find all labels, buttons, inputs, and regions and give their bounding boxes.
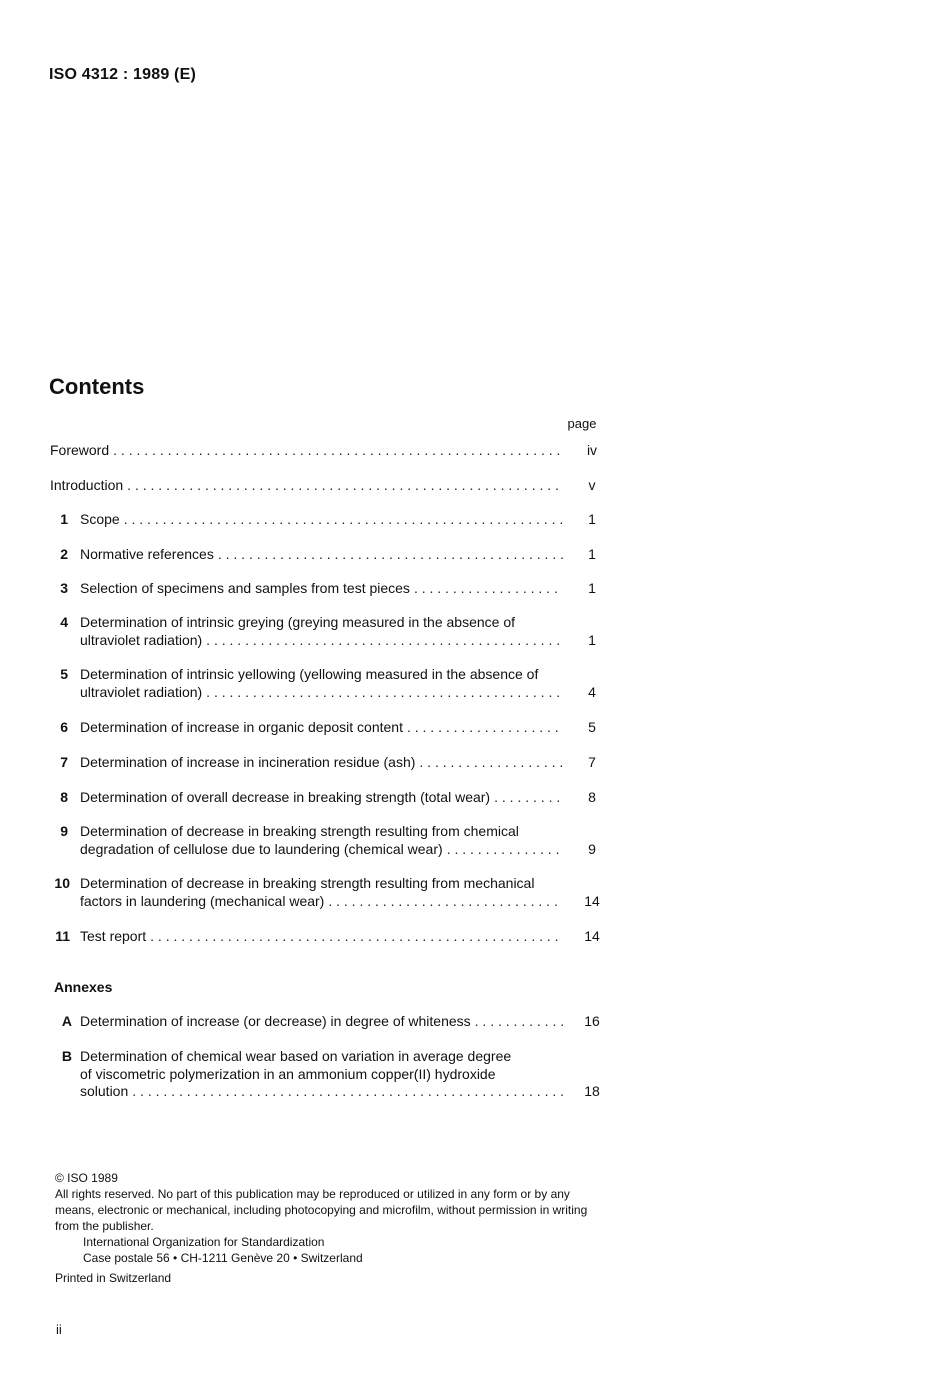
entry-title-line: Introduction	[50, 477, 124, 493]
page-reference: 1	[588, 631, 596, 648]
section-number: 1	[60, 511, 68, 527]
entry-title-line: degradation of cellulose due to laundering (chemical wear)	[80, 840, 443, 857]
contents-title: Contents	[49, 374, 145, 399]
organization-name: International Organization for Standardization	[83, 1235, 325, 1249]
dot-leader	[124, 511, 563, 529]
page-reference: 14	[584, 928, 600, 944]
section-number: 4	[60, 614, 68, 630]
entry-title-line: Determination of increase in organic deposit content	[80, 719, 403, 735]
page-number: ii	[56, 1322, 62, 1337]
page-reference: 1	[588, 511, 596, 527]
dot-leader	[414, 580, 563, 598]
page-reference: 4	[588, 683, 596, 700]
entry-title-line: ultraviolet radiation)	[80, 683, 203, 700]
entry-title-line: Foreword	[50, 442, 110, 458]
entry-title-line: factors in laundering (mechanical wear)	[80, 892, 325, 909]
dot-leader	[206, 632, 563, 650]
section-number: 6	[60, 719, 68, 735]
copyright-block	[55, 1170, 605, 1286]
entry-title-line: Determination of decrease in breaking strength resulting from mechanical	[80, 875, 535, 891]
entry-title-line: Determination of increase in incineration residue (ash)	[80, 754, 416, 770]
entry-title-line: Selection of specimens and samples from test pieces	[80, 580, 410, 596]
dot-leader	[328, 893, 563, 911]
printed-in: Printed in Switzerland	[55, 1271, 172, 1285]
page-reference: 8	[588, 789, 596, 805]
section-number: 9	[60, 823, 68, 839]
dot-leader	[113, 442, 563, 460]
entry-title-line: solution	[80, 1083, 129, 1099]
entry-title-line: Determination of increase (or decrease) in degree of whiteness	[80, 1013, 471, 1029]
copyright-notice: © ISO 1989	[55, 1171, 118, 1185]
entry-title-line: ultraviolet radiation)	[80, 631, 203, 648]
entry-title-line: of viscometric polymerization in an ammonium copper(II) hydroxide	[80, 1065, 496, 1082]
page-reference: 9	[588, 840, 596, 857]
page-reference: 5	[588, 719, 596, 735]
entry-title-line: Determination of decrease in breaking strength resulting from chemical	[80, 823, 519, 839]
page-reference: 1	[588, 580, 596, 596]
dot-leader	[127, 477, 563, 495]
annex-letter: B	[61, 1048, 72, 1064]
section-number: 2	[60, 546, 68, 562]
organization-address: Case postale 56 • CH-1211 Genève 20 • Switzerland	[83, 1251, 363, 1265]
dot-leader	[447, 841, 563, 859]
dot-leader	[206, 684, 563, 702]
entry-title-line: Determination of chemical wear based on variation in average degree	[80, 1048, 512, 1064]
dot-leader	[407, 719, 563, 737]
page-column-label: page	[567, 416, 597, 431]
page-reference: v	[588, 477, 596, 493]
dot-leader	[475, 1013, 563, 1031]
section-number: 10	[54, 875, 70, 891]
dot-leader	[218, 546, 563, 564]
document-id: ISO 4312 : 1989 (E)	[49, 66, 196, 83]
dot-leader	[150, 928, 563, 946]
section-number: 11	[55, 928, 70, 944]
section-number: 8	[60, 789, 68, 805]
page-reference: iv	[586, 442, 598, 458]
page-reference: 7	[588, 754, 596, 770]
page-reference: 1	[588, 546, 596, 562]
page-reference: 14	[584, 892, 600, 909]
annex-letter: A	[61, 1013, 72, 1029]
dot-leader	[132, 1083, 563, 1101]
entry-title-line: Normative references	[80, 546, 214, 562]
page-reference: 16	[584, 1013, 600, 1029]
dot-leader	[494, 789, 563, 807]
rights-statement: All rights reserved. No part of this publication may be reproduced or utilized in any form or by any means, electronic or mechanical, including photocopying and microfilm, without permission in writing from the publisher.	[55, 1187, 588, 1233]
entry-title-line: Determination of overall decrease in breaking strength (total wear)	[80, 789, 491, 805]
entry-title-line: Determination of intrinsic greying (greying measured in the absence of	[80, 614, 516, 630]
section-number: 7	[60, 754, 68, 770]
page-reference: 18	[584, 1083, 600, 1099]
entry-title-line: Scope	[80, 511, 120, 527]
entry-title-line: Test report	[80, 928, 147, 944]
section-number: 3	[60, 580, 68, 596]
dot-leader	[419, 754, 563, 772]
section-number: 5	[60, 666, 68, 682]
annexes-title: Annexes	[54, 979, 113, 995]
entry-title-line: Determination of intrinsic yellowing (yellowing measured in the absence of	[80, 666, 539, 682]
